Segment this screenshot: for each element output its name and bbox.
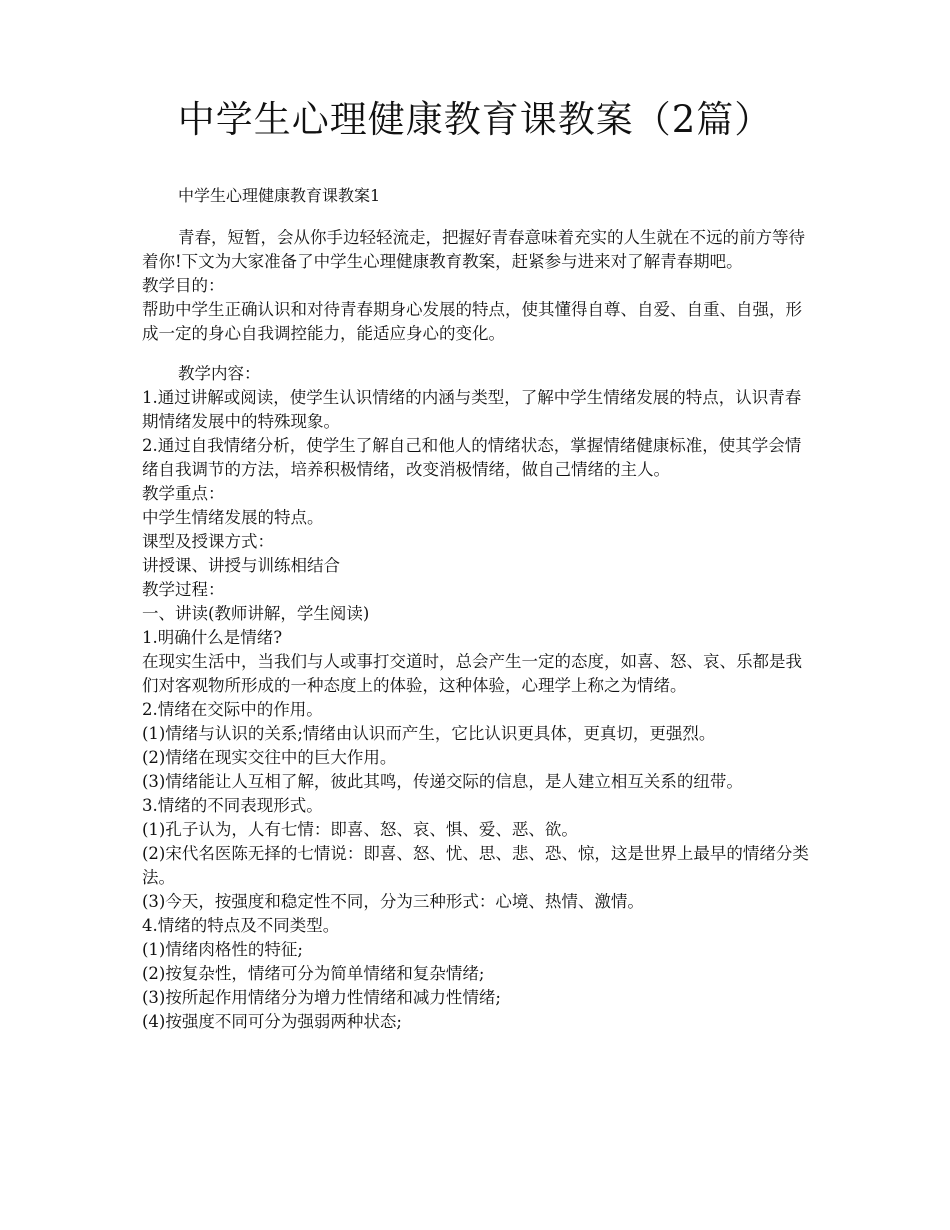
content-item-2: 2.通过自我情绪分析，使学生了解自己和他人的情绪状态，掌握情绪健康标准，使其学会情绪自我调节的方法，培养积极情绪，改变消极情绪，做自己情绪的主人。 bbox=[142, 436, 802, 479]
content-item-1: 1.通过讲解或阅读，使学生认识情绪的内涵与类型，了解中学生情绪发展的特点，认识青春期情绪发展中的特殊现象。 bbox=[142, 388, 802, 431]
document-body bbox=[142, 226, 814, 1034]
process-item-1-detail: 在现实生活中，当我们与人或事打交道时，总会产生一定的态度，如喜、怒、哀、乐都是我们对客观物所形成的一种态度上的体验，这种体验，心理学上称之为情绪。 bbox=[142, 652, 802, 695]
process-item-3: 3.情绪的不同表现形式。 bbox=[142, 796, 323, 815]
section-heading-lesson-type: 课型及授课方式： bbox=[142, 532, 274, 551]
process-item-1: 1.明确什么是情绪? bbox=[142, 628, 283, 647]
intro-paragraph: 青春，短暂，会从你手边轻轻流走，把握好青春意味着充实的人生就在不远的前方等待着你!下文为大家准备了中学生心理健康教育教案，赶紧参与进来对了解青春期吧。 bbox=[142, 228, 805, 271]
document-subtitle: 中学生心理健康教育课教案1 bbox=[178, 186, 381, 205]
process-item-2: 2.情绪在交际中的作用。 bbox=[142, 700, 323, 719]
section-heading-objective: 教学目的： bbox=[142, 276, 225, 295]
focus-paragraph: 中学生情绪发展的特点。 bbox=[142, 508, 324, 527]
section-heading-content: 教学内容： bbox=[178, 364, 261, 383]
objective-paragraph: 帮助中学生正确认识和对待青春期身心发展的特点，使其懂得自尊、自爱、自重、自强，形成一定的身心自我调控能力，能适应身心的变化。 bbox=[142, 300, 802, 343]
process-item-3-sub-2: (2)宋代名医陈无择的七情说：即喜、怒、忧、思、悲、恐、惊，这是世界上最早的情绪分类法。 bbox=[142, 844, 809, 887]
lesson-type-paragraph: 讲授课、讲授与训练相结合 bbox=[142, 556, 340, 575]
process-item-2-sub-2: (2)情绪在现实交往中的巨大作用。 bbox=[142, 748, 397, 767]
process-item-3-sub-3: (3)今天，按强度和稳定性不同，分为三种形式：心境、热情、激情。 bbox=[142, 892, 644, 911]
process-item-2-sub-3: (3)情绪能让人互相了解，彼此其鸣，传递交际的信息，是人建立相互关系的纽带。 bbox=[142, 772, 743, 791]
document-title: 中学生心理健康教育课教案（2篇） bbox=[177, 98, 773, 141]
process-item-4-sub-2: (2)按复杂性，情绪可分为简单情绪和复杂情绪; bbox=[142, 964, 485, 983]
process-part-1-heading: 一、讲读(教师讲解，学生阅读) bbox=[142, 604, 370, 623]
process-item-3-sub-1: (1)孔子认为，人有七情：即喜、怒、哀、惧、爱、恶、欲。 bbox=[142, 820, 578, 839]
section-heading-focus: 教学重点： bbox=[142, 484, 225, 503]
process-item-4-sub-3: (3)按所起作用情绪分为增力性情绪和减力性情绪; bbox=[142, 988, 501, 1007]
process-item-2-sub-1: (1)情绪与认识的关系;情绪由认识而产生，它比认识更具体，更真切，更强烈。 bbox=[142, 724, 716, 743]
process-item-4-sub-4: (4)按强度不同可分为强弱两种状态; bbox=[142, 1012, 402, 1031]
section-heading-process: 教学过程： bbox=[142, 580, 225, 599]
process-item-4: 4.情绪的特点及不同类型。 bbox=[142, 916, 340, 935]
process-item-4-sub-1: (1)情绪肉格性的特征; bbox=[142, 940, 303, 959]
